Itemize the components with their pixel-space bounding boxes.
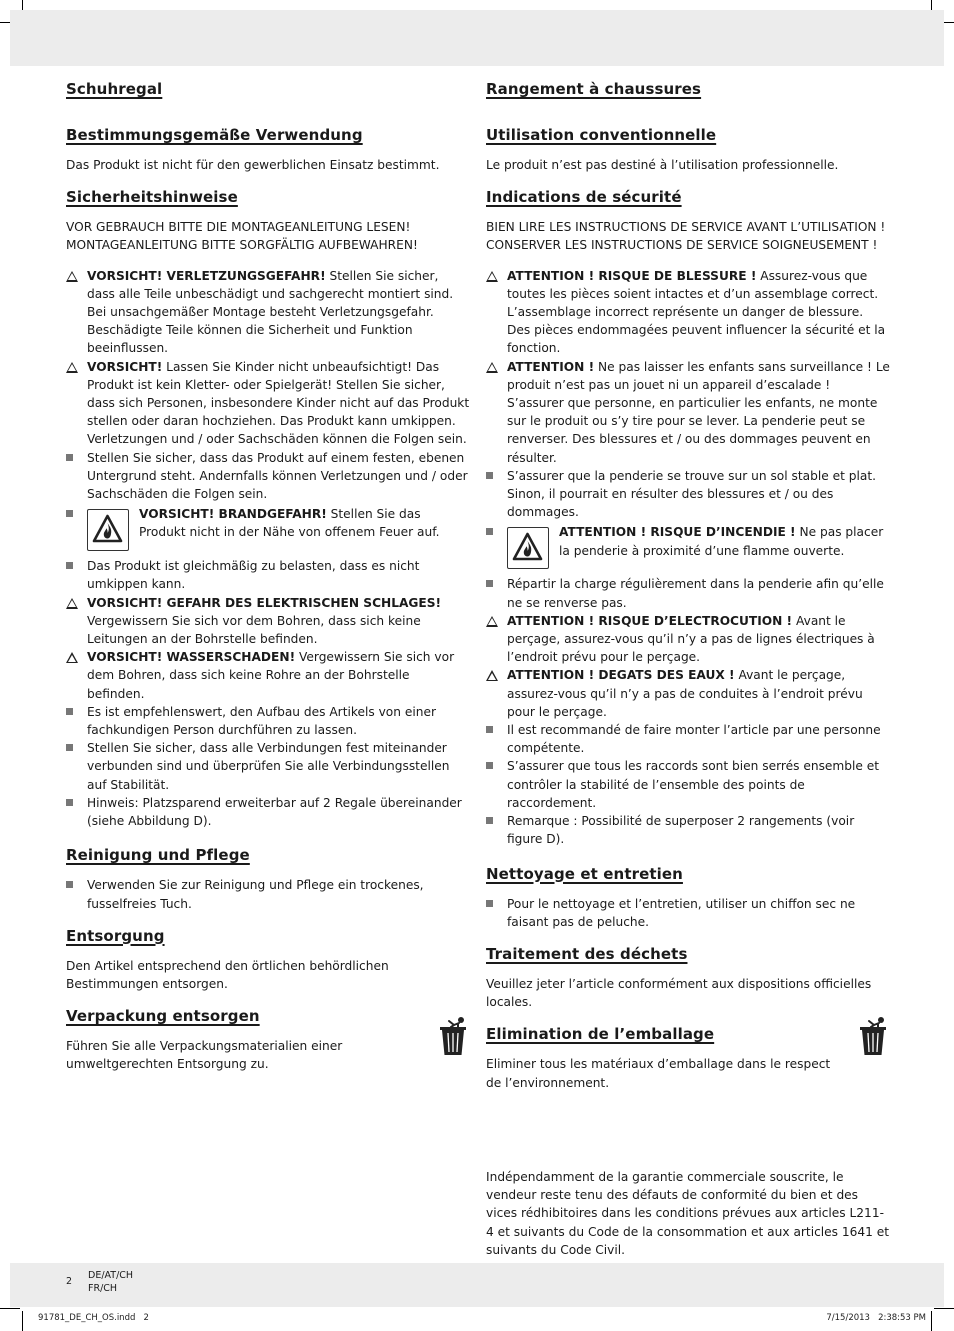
warning-label: VORSICHT! BRANDGEFAHR! xyxy=(139,507,327,522)
section-heading: Elimination de l’emballage xyxy=(486,1025,715,1044)
warning-triangle-icon xyxy=(486,358,500,376)
section-heading: Bestimmungsgemäße Verwendung xyxy=(66,126,363,144)
warning-text: Assurez-vous que toutes les pièces soient intactes et d’un assemblage correct. L’assemblage incorrect représente un danger de blessure. Des pièces endommagées peuvent influencer la sécurité et la fonction. xyxy=(507,268,886,356)
bullet-text: Das Produkt ist gleichmäßig zu belasten, dass es nicht umkippen kann. xyxy=(87,559,420,592)
section-heading: Indications de sécurité xyxy=(486,188,682,207)
header-band xyxy=(10,10,944,66)
warning-triangle-icon xyxy=(486,267,500,285)
fire-warning-item xyxy=(486,523,890,569)
warning-text: Vergewissern Sie sich vor dem Bohren, dass sich keine Rohre an der Bohrstelle befinden. xyxy=(87,650,455,701)
bullet-text: S’assurer que la penderie se trouve sur un sol stable et plat. Sinon, il pourrait en résulter des blessures et / ou des dommages. xyxy=(507,468,876,520)
fire-warning-item xyxy=(66,505,470,551)
trash-bin-icon xyxy=(858,1016,888,1056)
crop-mark xyxy=(0,1308,20,1309)
bullet-square-icon xyxy=(66,703,80,721)
bullet-item xyxy=(66,794,470,830)
warning-text: Ne pas laisser les enfants sans surveillance ! Le produit n’est pas un jouet ni un appareil d’escalade ! S’assurer que personne, en particulier les enfants, ne monte sur le produit ou s’y tire pour se lever. La penderie peut se renverser. Des blessures et / ou des dommages peuvent en résulter. xyxy=(507,359,890,465)
bullet-item xyxy=(66,449,470,504)
section-heading: Sicherheitshinweise xyxy=(66,188,238,207)
warning-item xyxy=(486,267,890,358)
warning-triangle-icon xyxy=(486,666,500,684)
crop-mark xyxy=(22,1311,23,1331)
warning-label: ATTENTION ! xyxy=(507,359,595,374)
bullet-item xyxy=(66,703,470,739)
warning-item xyxy=(486,666,890,721)
crop-mark xyxy=(934,1308,954,1309)
warning-item xyxy=(66,358,470,449)
bullet-item xyxy=(486,575,890,611)
timestamp: 7/15/2013 2:38:53 PM xyxy=(826,1313,926,1323)
section-heading: Verpackung entsorgen xyxy=(66,1007,260,1026)
bullet-item xyxy=(66,557,470,593)
warning-triangle-icon xyxy=(486,612,500,630)
bullet-square-icon xyxy=(66,794,80,812)
paragraph: Den Artikel entsprechend den örtlichen behördlichen Bestimmungen entsorgen. xyxy=(66,958,389,991)
crop-mark xyxy=(931,1311,932,1331)
bullet-square-icon xyxy=(66,449,80,467)
warning-text: Lassen Sie Kinder nicht unbeaufsichtigt! Das Produkt ist kein Kletter- oder Spielgerät! Stellen Sie sicher, dass sich Personen, insbesondere Kinder nicht auf das Produkt stellen oder daran hochziehen. Das Produkt kann umkippen. Verletzungen und / oder Sachschäden können die Folgen sein. xyxy=(87,359,470,447)
warning-label: VORSICHT! GEFAHR DES ELEKTRISCHEN SCHLAGES! xyxy=(87,595,442,610)
fire-hazard-icon xyxy=(507,527,549,569)
section-heading: Entsorgung xyxy=(66,926,165,945)
bullet-text: Pour le nettoyage et l’entretien, utiliser un chiffon sec ne faisant pas de peluche. xyxy=(507,896,856,929)
title: Schuhregal xyxy=(66,80,163,98)
bullet-square-icon xyxy=(486,575,500,593)
footer-band xyxy=(10,1263,944,1307)
warning-item xyxy=(66,267,470,358)
warning-triangle-icon xyxy=(66,267,80,285)
warning-label: VORSICHT! WASSERSCHADEN! xyxy=(87,650,296,665)
bullet-text: Répartir la charge régulièrement dans la penderie afin qu’elle ne se renverse pas. xyxy=(507,577,884,610)
bullet-text: Il est recommandé de faire monter l’article par une personne compétente. xyxy=(507,723,881,756)
bullet-square-icon xyxy=(486,895,500,913)
paragraph: Le produit n’est pas destiné à l’utilisation professionnelle. xyxy=(486,158,839,172)
bullet-text: Verwenden Sie zur Reinigung und Pflege ein trockenes, fusselfreies Tuch. xyxy=(87,878,424,911)
language-codes xyxy=(88,1269,133,1295)
bullet-item xyxy=(486,895,890,931)
bullet-square-icon xyxy=(66,876,80,894)
warning-text: Avant le perçage, assurez-vous qu’il n’y a pas de conduites à l’endroit prévu pour le perçage. xyxy=(507,668,863,719)
bullet-text: Es ist empfehlenswert, den Aufbau des Artikels von einer fachkundigen Person durchführen zu lassen. xyxy=(87,704,436,738)
warning-label: VORSICHT! VERLETZUNGSGEFAHR! xyxy=(87,268,326,283)
warning-label: ATTENTION ! RISQUE DE BLESSURE ! xyxy=(507,268,757,283)
fire-hazard-icon xyxy=(87,509,129,551)
warning-label: ATTENTION ! DEGATS DES EAUX ! xyxy=(507,668,735,683)
warning-text: Stellen Sie sicher, dass alle Teile unbeschädigt und sachgerecht montiert sind. Bei unsachgemäßer Montage besteht Verletzungsgefahr. Beschädigte Teile können die Sicherheit und Funktion beeinflussen. xyxy=(87,268,454,356)
bullet-text: Stellen Sie sicher, dass alle Verbindungen fest miteinander verbunden sind und überprüfen Sie alle Verbindungsstellen auf Stabilität. xyxy=(87,741,450,792)
file-name: 91781_DE_CH_OS.indd 2 xyxy=(38,1313,149,1323)
trash-bin-icon xyxy=(438,1016,468,1056)
warning-item xyxy=(486,358,890,467)
paragraph: Führen Sie alle Verpackungsmaterialien einer umweltgerechten Entsorgung zu. xyxy=(66,1039,343,1072)
bullet-text: S’assurer que tous les raccords sont bien serrés ensemble et contrôler la stabilité de l’ensemble des points de raccordement. xyxy=(507,759,880,810)
bullet-square-icon xyxy=(66,557,80,575)
warning-text: Ne pas placer la penderie à proximité d’une flamme ouverte. xyxy=(559,525,884,558)
column-french xyxy=(486,80,890,1092)
warranty-paragraph: Indépendamment de la garantie commerciale souscrite, le vendeur reste tenu des défauts de conformité du bien et des vices rédhibitoires dans les conditions prévues aux articles L211-4 et suivants du Code de la consommation et aux articles 1641 et suivants du Code Civil. xyxy=(486,1170,890,1257)
warning-triangle-icon xyxy=(66,594,80,612)
bullet-item xyxy=(486,812,890,848)
section-heading: Traitement des déchets xyxy=(486,944,688,963)
bullet-square-icon xyxy=(486,523,493,541)
bullet-square-icon xyxy=(486,757,500,775)
bullet-text: Hinweis: Platzsparend erweiterbar auf 2 Regale übereinander (siehe Abbildung D). xyxy=(87,795,462,829)
title: Rangement à chaussures xyxy=(486,80,702,98)
bullet-square-icon xyxy=(66,739,80,757)
warning-triangle-icon xyxy=(66,648,80,666)
bullet-square-icon xyxy=(66,505,73,523)
bullet-item xyxy=(66,876,470,912)
language-code-line: DE/AT/CH xyxy=(88,1270,134,1281)
warning-label: ATTENTION ! RISQUE D’ELECTROCUTION ! xyxy=(507,613,793,628)
section-heading: Nettoyage et entretien xyxy=(486,864,683,883)
language-code-line: FR/CH xyxy=(88,1283,118,1294)
bullet-item xyxy=(486,757,890,812)
bullet-text: Remarque : Possibilité de superposer 2 rangements (voir figure D). xyxy=(507,814,855,847)
paragraph: BIEN LIRE LES INSTRUCTIONS DE SERVICE AVANT L’UTILISATION ! CONSERVER LES INSTRUCTIONS DE SERVICE SOIGNEUSEMENT ! xyxy=(486,220,886,253)
paragraph: VOR GEBRAUCH BITTE DIE MONTAGEANLEITUNG LESEN! MONTAGEANLEITUNG BITTE SORGFÄLTIG AUFBEWAHREN! xyxy=(66,220,418,253)
warning-label: ATTENTION ! RISQUE D’INCENDIE ! xyxy=(559,525,796,540)
warning-item xyxy=(66,594,470,649)
warning-triangle-icon xyxy=(66,358,80,376)
section-heading: Utilisation conventionnelle xyxy=(486,126,717,144)
paragraph: Veuillez jeter l’article conformément aux dispositions officielles locales. xyxy=(486,976,872,1010)
paragraph: Eliminer tous les matériaux d’emballage dans le respect de l’environnement. xyxy=(486,1057,831,1090)
bullet-item xyxy=(486,721,890,757)
warning-item xyxy=(486,612,890,667)
paragraph: Das Produkt ist nicht für den gewerblichen Einsatz bestimmt. xyxy=(66,158,440,172)
page-number: 2 xyxy=(66,1276,73,1287)
bullet-square-icon xyxy=(486,721,500,739)
warning-item xyxy=(66,648,470,703)
bullet-square-icon xyxy=(486,467,500,485)
bullet-item xyxy=(486,467,890,522)
bullet-item xyxy=(66,739,470,794)
column-german xyxy=(66,80,470,1074)
warning-text: Vergewissern Sie sich vor dem Bohren, dass sich keine Leitungen an der Bohrstelle befinden. xyxy=(87,613,421,647)
bullet-text: Stellen Sie sicher, dass das Produkt auf einem festen, ebenen Untergrund steht. Andernfalls können Verletzungen und / oder Sachschäden die Folgen sein. xyxy=(87,450,468,502)
warning-text: Stellen Sie das Produkt nicht in der Nähe von offenem Feuer auf. xyxy=(139,507,440,540)
warning-label: VORSICHT! xyxy=(87,359,163,374)
bullet-square-icon xyxy=(486,812,500,830)
warning-text: Avant le perçage, assurez-vous qu’il n’y a pas de lignes électriques à l’endroit prévu pour le perçage. xyxy=(507,613,875,665)
section-heading: Reinigung und Pflege xyxy=(66,846,250,865)
